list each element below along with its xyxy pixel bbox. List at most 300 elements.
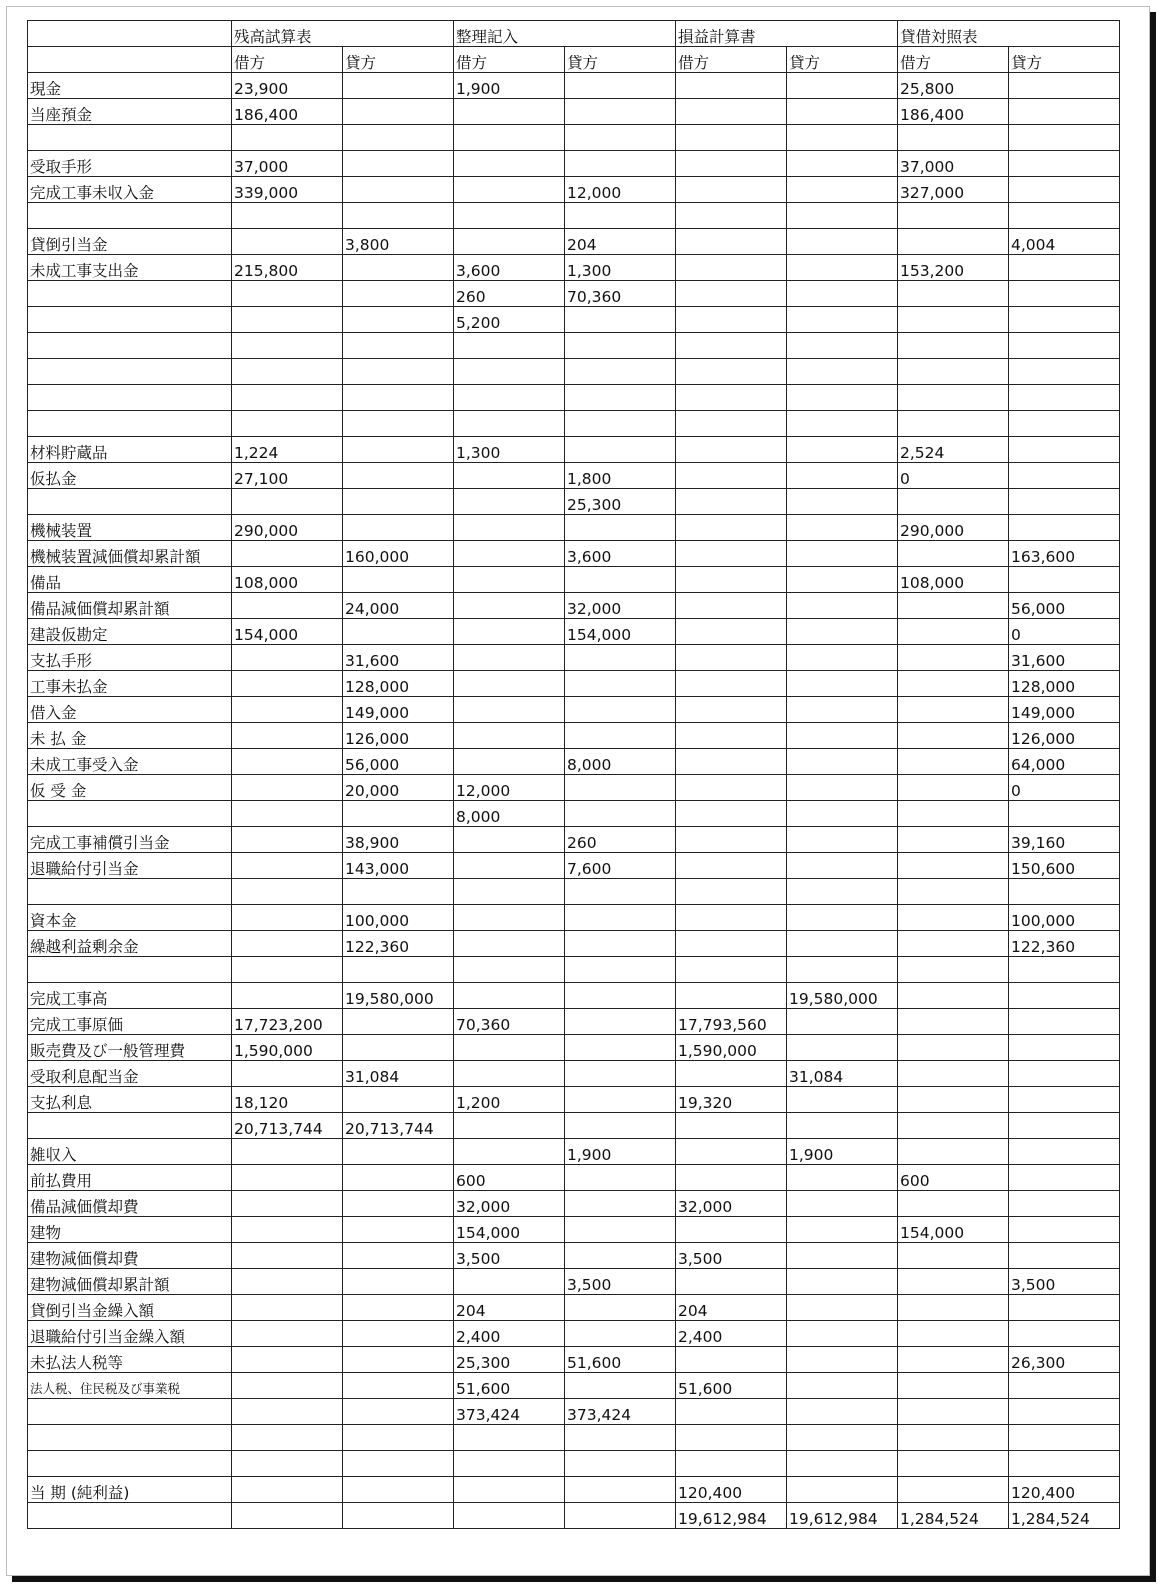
adj-credit-cell: 25,300 (565, 489, 676, 515)
trial-debit-cell (232, 1399, 343, 1425)
pl-credit-cell (787, 203, 898, 229)
table-row (28, 905, 1120, 931)
adj-debit-cell: 3,600 (454, 255, 565, 281)
bs-debit-cell (898, 1269, 1009, 1295)
bs-credit-cell (1009, 1373, 1120, 1399)
trial-debit-cell (232, 229, 343, 255)
pl-debit-cell (676, 983, 787, 1009)
pl-credit-cell (787, 801, 898, 827)
adj-credit-cell: 1,900 (565, 1139, 676, 1165)
pl-credit-cell: 1,900 (787, 1139, 898, 1165)
bs-credit-cell (1009, 879, 1120, 905)
bs-credit-cell: 0 (1009, 619, 1120, 645)
table-row (28, 1061, 1120, 1087)
pl-debit-cell: 120,400 (676, 1477, 787, 1503)
table-row (28, 385, 1120, 411)
trial-credit-cell: 31,600 (343, 645, 454, 671)
pl-debit-cell (676, 957, 787, 983)
pl-credit-cell (787, 749, 898, 775)
pl-debit-cell (676, 1451, 787, 1477)
bs-credit-cell (1009, 1321, 1120, 1347)
pl-debit-cell (676, 723, 787, 749)
pl-credit-cell (787, 1087, 898, 1113)
pl-credit-cell (787, 333, 898, 359)
account-name-cell (28, 1399, 232, 1425)
adj-debit-cell (454, 853, 565, 879)
trial-debit-cell (232, 775, 343, 801)
pl-debit-cell: 32,000 (676, 1191, 787, 1217)
pl-credit-cell (787, 437, 898, 463)
bs-credit-cell: 64,000 (1009, 749, 1120, 775)
adj-credit-cell (565, 437, 676, 463)
adj-credit-cell (565, 905, 676, 931)
adj-debit-cell (454, 645, 565, 671)
table-row (28, 801, 1120, 827)
bs-credit-cell (1009, 567, 1120, 593)
account-name-cell: 当 期 (純利益) (28, 1477, 232, 1503)
trial-credit-cell (343, 1373, 454, 1399)
pl-credit-cell (787, 567, 898, 593)
pl-credit-cell (787, 853, 898, 879)
bs-debit-cell (898, 697, 1009, 723)
pl-debit-cell: 1,590,000 (676, 1035, 787, 1061)
bs-debit-cell (898, 1009, 1009, 1035)
bs-debit-cell (898, 203, 1009, 229)
trial-credit-cell (343, 1035, 454, 1061)
trial-debit-cell (232, 1269, 343, 1295)
trial-debit-cell (232, 697, 343, 723)
pl-debit-cell (676, 697, 787, 723)
pl-debit-cell (676, 333, 787, 359)
trial-debit-cell (232, 749, 343, 775)
pl-credit-cell (787, 1373, 898, 1399)
bs-credit-cell: 120,400 (1009, 1477, 1120, 1503)
bs-credit-cell (1009, 1139, 1120, 1165)
bs-credit-cell (1009, 73, 1120, 99)
adj-debit-cell (454, 203, 565, 229)
table-row (28, 983, 1120, 1009)
bs-debit-cell: 290,000 (898, 515, 1009, 541)
header-debit: 借方 (676, 47, 787, 73)
table-row (28, 73, 1120, 99)
trial-credit-cell (343, 385, 454, 411)
pl-debit-cell (676, 125, 787, 151)
adj-debit-cell (454, 593, 565, 619)
table-row (28, 671, 1120, 697)
bs-debit-cell (898, 1477, 1009, 1503)
pl-credit-cell (787, 1477, 898, 1503)
trial-debit-cell (232, 827, 343, 853)
bs-credit-cell (1009, 1165, 1120, 1191)
account-name-cell (28, 333, 232, 359)
trial-debit-cell: 186,400 (232, 99, 343, 125)
pl-credit-cell (787, 619, 898, 645)
table-row (28, 1009, 1120, 1035)
pl-credit-cell (787, 1009, 898, 1035)
bs-credit-cell (1009, 463, 1120, 489)
trial-debit-cell (232, 1503, 343, 1529)
account-name-cell (28, 1113, 232, 1139)
pl-credit-cell (787, 1451, 898, 1477)
account-name-cell: 仮払金 (28, 463, 232, 489)
pl-credit-cell (787, 931, 898, 957)
table-row (28, 1373, 1120, 1399)
pl-credit-cell (787, 1165, 898, 1191)
adj-credit-cell (565, 203, 676, 229)
pl-credit-cell (787, 957, 898, 983)
account-name-cell: 前払費用 (28, 1165, 232, 1191)
trial-credit-cell: 56,000 (343, 749, 454, 775)
bs-credit-cell (1009, 125, 1120, 151)
trial-debit-cell (232, 905, 343, 931)
table-row (28, 1087, 1120, 1113)
account-name-cell: 備品減価償却累計額 (28, 593, 232, 619)
account-name-cell: 貸倒引当金繰入額 (28, 1295, 232, 1321)
account-name-cell: 完成工事原価 (28, 1009, 232, 1035)
trial-credit-cell (343, 1243, 454, 1269)
bs-credit-cell (1009, 333, 1120, 359)
table-row (28, 1503, 1120, 1529)
bs-debit-cell (898, 333, 1009, 359)
trial-credit-cell (343, 125, 454, 151)
bs-debit-cell (898, 359, 1009, 385)
pl-debit-cell: 17,793,560 (676, 1009, 787, 1035)
adj-credit-cell (565, 125, 676, 151)
trial-credit-cell: 126,000 (343, 723, 454, 749)
header-adjustments: 整理記入 (454, 21, 676, 47)
pl-credit-cell (787, 1425, 898, 1451)
worksheet-table (27, 20, 1120, 1529)
adj-debit-cell (454, 619, 565, 645)
bs-credit-cell (1009, 983, 1120, 1009)
bs-credit-cell (1009, 1061, 1120, 1087)
adj-debit-cell (454, 749, 565, 775)
table-row (28, 1217, 1120, 1243)
adj-credit-cell (565, 73, 676, 99)
trial-credit-cell (343, 879, 454, 905)
adj-debit-cell (454, 957, 565, 983)
bs-debit-cell (898, 593, 1009, 619)
trial-credit-cell: 20,000 (343, 775, 454, 801)
pl-credit-cell (787, 489, 898, 515)
adj-debit-cell (454, 1113, 565, 1139)
bs-credit-cell: 4,004 (1009, 229, 1120, 255)
adj-credit-cell (565, 359, 676, 385)
bs-credit-cell: 0 (1009, 775, 1120, 801)
bs-credit-cell: 126,000 (1009, 723, 1120, 749)
bs-credit-cell (1009, 515, 1120, 541)
adj-debit-cell (454, 1269, 565, 1295)
bs-credit-cell (1009, 1191, 1120, 1217)
adj-credit-cell (565, 1087, 676, 1113)
pl-credit-cell (787, 515, 898, 541)
adj-credit-cell (565, 1425, 676, 1451)
pl-credit-cell (787, 177, 898, 203)
table-row (28, 489, 1120, 515)
trial-credit-cell: 100,000 (343, 905, 454, 931)
pl-debit-cell (676, 255, 787, 281)
adj-debit-cell (454, 515, 565, 541)
pl-credit-cell (787, 671, 898, 697)
adj-debit-cell: 1,200 (454, 1087, 565, 1113)
adj-credit-cell (565, 723, 676, 749)
table-row (28, 879, 1120, 905)
bs-credit-cell: 3,500 (1009, 1269, 1120, 1295)
bs-credit-cell: 149,000 (1009, 697, 1120, 723)
trial-credit-cell (343, 333, 454, 359)
adj-debit-cell: 8,000 (454, 801, 565, 827)
adj-debit-cell: 70,360 (454, 1009, 565, 1035)
account-name-cell: 建物 (28, 1217, 232, 1243)
bs-debit-cell (898, 1451, 1009, 1477)
bs-debit-cell (898, 1347, 1009, 1373)
trial-credit-cell (343, 1269, 454, 1295)
trial-credit-cell (343, 463, 454, 489)
account-name-cell: 備品減価償却費 (28, 1191, 232, 1217)
trial-credit-cell (343, 1139, 454, 1165)
bs-credit-cell (1009, 255, 1120, 281)
trial-credit-cell (343, 1399, 454, 1425)
adj-debit-cell (454, 151, 565, 177)
pl-debit-cell (676, 1347, 787, 1373)
trial-debit-cell: 154,000 (232, 619, 343, 645)
pl-credit-cell (787, 1399, 898, 1425)
pl-debit-cell (676, 99, 787, 125)
trial-debit-cell (232, 853, 343, 879)
adj-credit-cell (565, 1451, 676, 1477)
account-name-cell (28, 411, 232, 437)
pl-credit-cell (787, 229, 898, 255)
trial-debit-cell (232, 359, 343, 385)
table-row (28, 853, 1120, 879)
bs-debit-cell (898, 281, 1009, 307)
bs-credit-cell (1009, 99, 1120, 125)
trial-debit-cell (232, 385, 343, 411)
trial-debit-cell: 23,900 (232, 73, 343, 99)
account-name-cell: 仮 受 金 (28, 775, 232, 801)
adj-credit-cell (565, 879, 676, 905)
pl-debit-cell (676, 229, 787, 255)
bs-debit-cell (898, 801, 1009, 827)
pl-debit-cell (676, 593, 787, 619)
bs-debit-cell (898, 1087, 1009, 1113)
account-name-cell: 借入金 (28, 697, 232, 723)
pl-debit-cell (676, 203, 787, 229)
trial-credit-cell (343, 1217, 454, 1243)
table-row (28, 957, 1120, 983)
bs-credit-cell (1009, 1035, 1120, 1061)
header-credit: 貸方 (1009, 47, 1120, 73)
table-row (28, 1113, 1120, 1139)
adj-credit-cell (565, 1295, 676, 1321)
trial-debit-cell (232, 1165, 343, 1191)
table-row (28, 931, 1120, 957)
adj-debit-cell (454, 1139, 565, 1165)
adj-credit-cell: 373,424 (565, 1399, 676, 1425)
bs-credit-cell (1009, 281, 1120, 307)
table-row (28, 697, 1120, 723)
adj-debit-cell (454, 1503, 565, 1529)
adj-credit-cell: 7,600 (565, 853, 676, 879)
pl-credit-cell (787, 151, 898, 177)
adj-debit-cell (454, 1061, 565, 1087)
trial-debit-cell (232, 645, 343, 671)
pl-debit-cell (676, 1399, 787, 1425)
table-row (28, 463, 1120, 489)
trial-debit-cell (232, 1061, 343, 1087)
adj-credit-cell (565, 1035, 676, 1061)
pl-credit-cell (787, 723, 898, 749)
adj-credit-cell (565, 1477, 676, 1503)
bs-debit-cell (898, 125, 1009, 151)
table-row (28, 775, 1120, 801)
bs-debit-cell (898, 1373, 1009, 1399)
pl-debit-cell (676, 645, 787, 671)
account-name-cell: 機械装置減価償却累計額 (28, 541, 232, 567)
trial-debit-cell (232, 1217, 343, 1243)
adj-credit-cell (565, 1061, 676, 1087)
trial-credit-cell (343, 1165, 454, 1191)
adj-debit-cell (454, 1425, 565, 1451)
trial-debit-cell (232, 281, 343, 307)
trial-credit-cell (343, 567, 454, 593)
bs-debit-cell (898, 853, 1009, 879)
adj-debit-cell (454, 333, 565, 359)
table-row (28, 177, 1120, 203)
header-debit: 借方 (454, 47, 565, 73)
bs-debit-cell: 1,284,524 (898, 1503, 1009, 1529)
trial-credit-cell (343, 1321, 454, 1347)
header-row-groups (28, 21, 1120, 47)
account-name-cell (28, 307, 232, 333)
pl-credit-cell (787, 697, 898, 723)
header-credit: 貸方 (787, 47, 898, 73)
pl-debit-cell: 19,320 (676, 1087, 787, 1113)
bs-debit-cell: 327,000 (898, 177, 1009, 203)
bs-credit-cell (1009, 1243, 1120, 1269)
trial-debit-cell (232, 1477, 343, 1503)
bs-debit-cell: 600 (898, 1165, 1009, 1191)
account-name-cell: 建物減価償却累計額 (28, 1269, 232, 1295)
bs-credit-cell (1009, 1087, 1120, 1113)
table-row (28, 593, 1120, 619)
account-name-cell: 支払手形 (28, 645, 232, 671)
bs-debit-cell: 108,000 (898, 567, 1009, 593)
trial-debit-cell (232, 411, 343, 437)
adj-credit-cell: 70,360 (565, 281, 676, 307)
trial-credit-cell (343, 437, 454, 463)
adj-debit-cell (454, 827, 565, 853)
account-name-cell: 資本金 (28, 905, 232, 931)
bs-debit-cell (898, 879, 1009, 905)
bs-credit-cell (1009, 385, 1120, 411)
account-name-cell (28, 1503, 232, 1529)
adj-debit-cell (454, 723, 565, 749)
trial-credit-cell (343, 307, 454, 333)
bs-debit-cell (898, 1035, 1009, 1061)
trial-debit-cell (232, 1373, 343, 1399)
adj-credit-cell (565, 1243, 676, 1269)
pl-credit-cell (787, 307, 898, 333)
table-row (28, 723, 1120, 749)
trial-credit-cell (343, 957, 454, 983)
account-name-cell: 建設仮勘定 (28, 619, 232, 645)
account-name-cell: 受取手形 (28, 151, 232, 177)
table-row (28, 1139, 1120, 1165)
pl-credit-cell (787, 1191, 898, 1217)
adj-debit-cell (454, 671, 565, 697)
trial-credit-cell (343, 1503, 454, 1529)
adj-credit-cell (565, 385, 676, 411)
trial-credit-cell (343, 1087, 454, 1113)
table-row (28, 229, 1120, 255)
trial-credit-cell: 122,360 (343, 931, 454, 957)
bs-credit-cell (1009, 1217, 1120, 1243)
account-name-cell: 材料貯蔵品 (28, 437, 232, 463)
bs-debit-cell (898, 749, 1009, 775)
adj-debit-cell: 2,400 (454, 1321, 565, 1347)
bs-credit-cell: 56,000 (1009, 593, 1120, 619)
bs-credit-cell: 122,360 (1009, 931, 1120, 957)
adj-credit-cell: 12,000 (565, 177, 676, 203)
trial-credit-cell (343, 203, 454, 229)
trial-debit-cell (232, 723, 343, 749)
trial-debit-cell (232, 1347, 343, 1373)
pl-debit-cell (676, 931, 787, 957)
table-row (28, 1269, 1120, 1295)
adj-credit-cell: 32,000 (565, 593, 676, 619)
trial-debit-cell: 215,800 (232, 255, 343, 281)
bs-debit-cell (898, 723, 1009, 749)
adj-debit-cell: 1,300 (454, 437, 565, 463)
account-name-cell (28, 385, 232, 411)
pl-debit-cell (676, 437, 787, 463)
adj-credit-cell (565, 333, 676, 359)
pl-debit-cell: 204 (676, 1295, 787, 1321)
account-name-cell: 雑収入 (28, 1139, 232, 1165)
table-row (28, 1451, 1120, 1477)
adj-credit-cell (565, 1113, 676, 1139)
adj-credit-cell (565, 1503, 676, 1529)
header-corner (28, 21, 232, 47)
trial-credit-cell (343, 489, 454, 515)
pl-credit-cell (787, 1243, 898, 1269)
account-name-cell: 建物減価償却費 (28, 1243, 232, 1269)
pl-debit-cell (676, 541, 787, 567)
trial-debit-cell (232, 879, 343, 905)
trial-debit-cell (232, 957, 343, 983)
pl-credit-cell (787, 1217, 898, 1243)
account-name-cell: 完成工事未収入金 (28, 177, 232, 203)
bs-credit-cell: 26,300 (1009, 1347, 1120, 1373)
pl-credit-cell (787, 905, 898, 931)
adj-credit-cell (565, 697, 676, 723)
pl-debit-cell (676, 801, 787, 827)
table-row (28, 645, 1120, 671)
bs-debit-cell: 37,000 (898, 151, 1009, 177)
header-row-sides (28, 47, 1120, 73)
adj-credit-cell (565, 515, 676, 541)
trial-debit-cell (232, 1451, 343, 1477)
trial-debit-cell (232, 333, 343, 359)
table-row (28, 281, 1120, 307)
adj-debit-cell: 373,424 (454, 1399, 565, 1425)
bs-debit-cell (898, 1295, 1009, 1321)
trial-debit-cell: 18,120 (232, 1087, 343, 1113)
header-credit: 貸方 (565, 47, 676, 73)
trial-debit-cell (232, 1321, 343, 1347)
trial-credit-cell: 31,084 (343, 1061, 454, 1087)
